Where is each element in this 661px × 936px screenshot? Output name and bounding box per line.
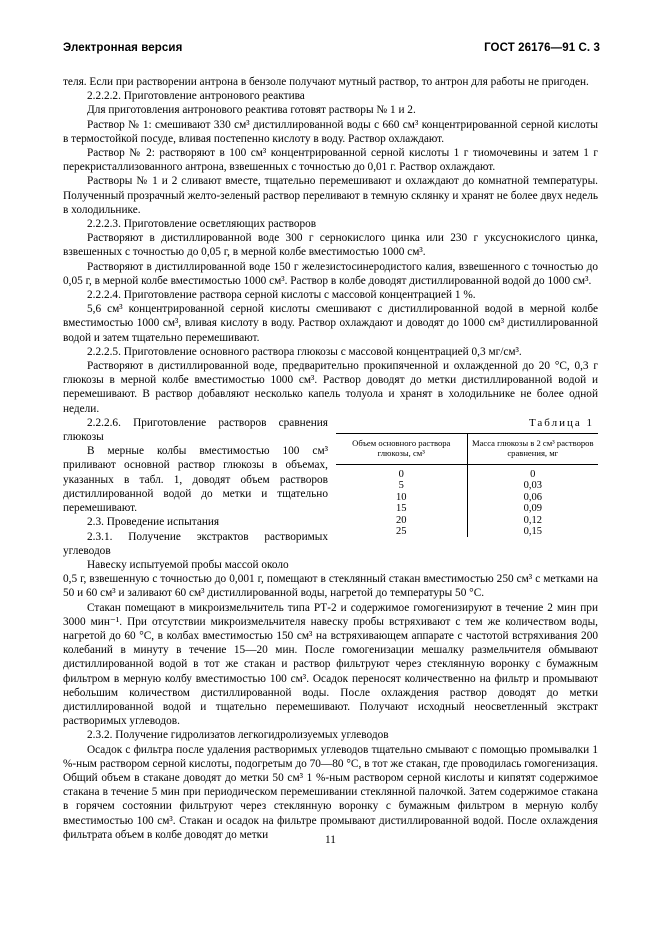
table-row [336, 480, 598, 491]
cell-volume: 5 [398, 480, 404, 492]
paragraph: Растворы № 1 и 2 сливают вместе, тщательно перемешивают и охлаждают до комнатной температуры. Полученный прозрачный желто-зеленый раствор переливают в темную склянку и хранят не более двух недель в холодильнике. [63, 175, 598, 216]
cell-volume: 10 [396, 491, 407, 503]
table-row [336, 492, 598, 503]
paragraph: теля. Если при растворении антрона в бензоле получают мутный раствор, то антрон для работы не пригоден. [63, 76, 589, 88]
document-body [63, 75, 598, 842]
cell-mass: 0,09 [467, 503, 598, 514]
cell-mass: 0,12 [467, 515, 598, 526]
table-row [336, 515, 598, 526]
left-text-column [63, 416, 328, 572]
table-row [336, 503, 598, 514]
top-text-block [63, 75, 598, 416]
paragraph: Раствор № 1: смешивают 330 см³ дистиллированной воды с 660 см³ концентрированной серной кислоты в термостойкой посуде, вливая постепенно кислоту в воду. Раствор охлаждают. [63, 118, 598, 145]
table-header-mass: Масса глюкозы в 2 см³ растворов сравнения, мг [467, 434, 598, 465]
cell-volume: 25 [396, 525, 407, 537]
paragraph: 2.3.1. Получение экстрактов растворимых углеводов [63, 530, 328, 557]
header-standard-number: ГОСТ 26176—91 С. 3 [484, 42, 600, 54]
paragraph: 2.2.2.3. Приготовление осветляющих растворов [87, 218, 317, 231]
text-with-table [63, 416, 598, 572]
paragraph: 5,6 см³ концентрированной серной кислоты смешивают с дистиллированной водой в мерной колбе вместимостью 1000 см³, вливая кислоту в воду. Раствор охлаждают и доводят до 1000 см³ дистиллированной водой и затем тщательно перемешивают. [63, 303, 598, 344]
cell-mass: 0 [467, 464, 598, 480]
paragraph: 2.3. Проведение испытания [87, 516, 220, 529]
paragraph: 2.2.2.2. Приготовление антронового реактива [87, 90, 305, 103]
paragraph: Растворяют в дистиллированной воде 150 г железистосинеродистого калия, взвешенного с точностью до 0,05 г, в мерной колбе вместимостью 1000 см³. Раствор в колбе доводят дистиллированной водой до 1000 см³. [63, 260, 598, 287]
paragraph: 2.2.2.6. Приготовление растворов сравнения глюкозы [63, 416, 328, 444]
cell-mass: 0,15 [467, 526, 598, 537]
paragraph: Растворяют в дистиллированной воде, предварительно прокипяченной и охлажденной до 20 °С, 0,3 г глюкозы в мерной колбе вместимостью 1000 см³. Раствор доводят до метки дистиллированной водой и перемешивают. В раствор добавляют несколько капель толуола и хранят в холодильнике не более одной недели. [63, 360, 598, 415]
header-edition-label: Электронная версия [63, 42, 183, 54]
table-row [336, 526, 598, 537]
cell-volume: 0 [398, 468, 404, 480]
paragraph: 2.2.2.4. Приготовление раствора серной кислоты с массовой концентрацией 1 %. [87, 289, 476, 302]
bottom-text-block [63, 572, 598, 842]
paragraph: 2.2.2.5. Приготовление основного раствора глюкозы с массовой концентрацией 0,3 мг/см³. [87, 345, 522, 358]
page-number: 11 [325, 834, 336, 846]
table-row [336, 464, 598, 480]
paragraph: Осадок с фильтра после удаления растворимых углеводов тщательно смывают с помощью промывалки 1 %-ным раствором серной кислоты, подогретым до 70—80 °С, в тот же стакан, где проводилась гомогенизация. Общий объем в стакане доводят до метки 50 см³ 1 %-ным раствором серной кислоты и кипятят содержимое стакана в течение 5 мин при периодическом перемешивании стеклянной палочкой. Затем содержимое стакана в горячем состоянии фильтруют через стеклянную воронку с бумажным фильтром в мерную колбу вместимостью 100 см³. Стакан и осадок на фильтре промывают дистиллированной водой. После охлаждения фильтрата объем в колбе доводят до метки [63, 743, 598, 841]
table-1 [336, 416, 598, 537]
cell-volume: 20 [396, 514, 407, 526]
cell-mass: 0,03 [467, 480, 598, 491]
table-title: Таблица 1 [528, 416, 594, 429]
paragraph: В мерные колбы вместимостью 100 см³ приливают основной раствор глюкозы в объемах, указанных в табл. 1, доводят объем растворов дистиллированной водой до метки и тщательно перемешивают. [63, 445, 328, 515]
cell-mass: 0,06 [467, 492, 598, 503]
paragraph: 2.3.2. Получение гидролизатов легкогидролизуемых углеводов [87, 729, 389, 742]
paragraph: Для приготовления антронового реактива готовят растворы № 1 и 2. [87, 104, 416, 117]
cell-volume: 15 [396, 503, 407, 515]
paragraph: Стакан помещают в микроизмельчитель типа РТ-2 и содержимое гомогенизируют в течение 2 мин при 3000 мин⁻¹. При отсутствии микроизмельчителя навеску пробы встряхивают с тем же количеством воды, нагретой до 60 °С, в колбах вместимостью 150 см³ на встряхивающем аппарате с частотой встряхивания 200 колебаний в минуту в течение 15—20 мин. После гомогенизации мешалку размельчителя обмывают дистиллированной водой в тот же стакан и раствор фильтруют через стеклянную воронку с бумажным фильтром в мерную колбу вместимостью 100 см³. Осадок переносят количественно на фильтр и промывают небольшим количеством дистиллированной воды. После охлаждения раствор доводят до метки дистиллированной водой и тщательно перемешивают. Получают исходный неосветленный экстракт растворимых углеводов. [63, 601, 598, 728]
table-header-volume: Объем основного раствора глюкозы, см³ [336, 434, 467, 465]
paragraph: 0,5 г, взвешенную с точностью до 0,001 г, помещают в стеклянный стакан вместимостью 250 см³ с метками на 50 и 60 см³ и заливают 60 см³ дистиллированной воды, нагретой до температуры 50 °С. [63, 573, 598, 600]
glucose-reference-table [336, 433, 598, 537]
paragraph: Навеску испытуемой пробы массой около [87, 558, 289, 571]
paragraph: Растворяют в дистиллированной воде 300 г сернокислого цинка или 230 г уксуснокислого цинка, взвешенных с точностью до 0,05 г, в мерной колбе вместимостью 1000 см³. [63, 232, 598, 259]
paragraph: Раствор № 2: растворяют в 100 см³ концентрированной серной кислоты 1 г тиомочевины и затем 1 г перекристаллизованного антрона, взвешенных с точностью до 0,01 г. Раствор охлаждают. [63, 147, 598, 174]
